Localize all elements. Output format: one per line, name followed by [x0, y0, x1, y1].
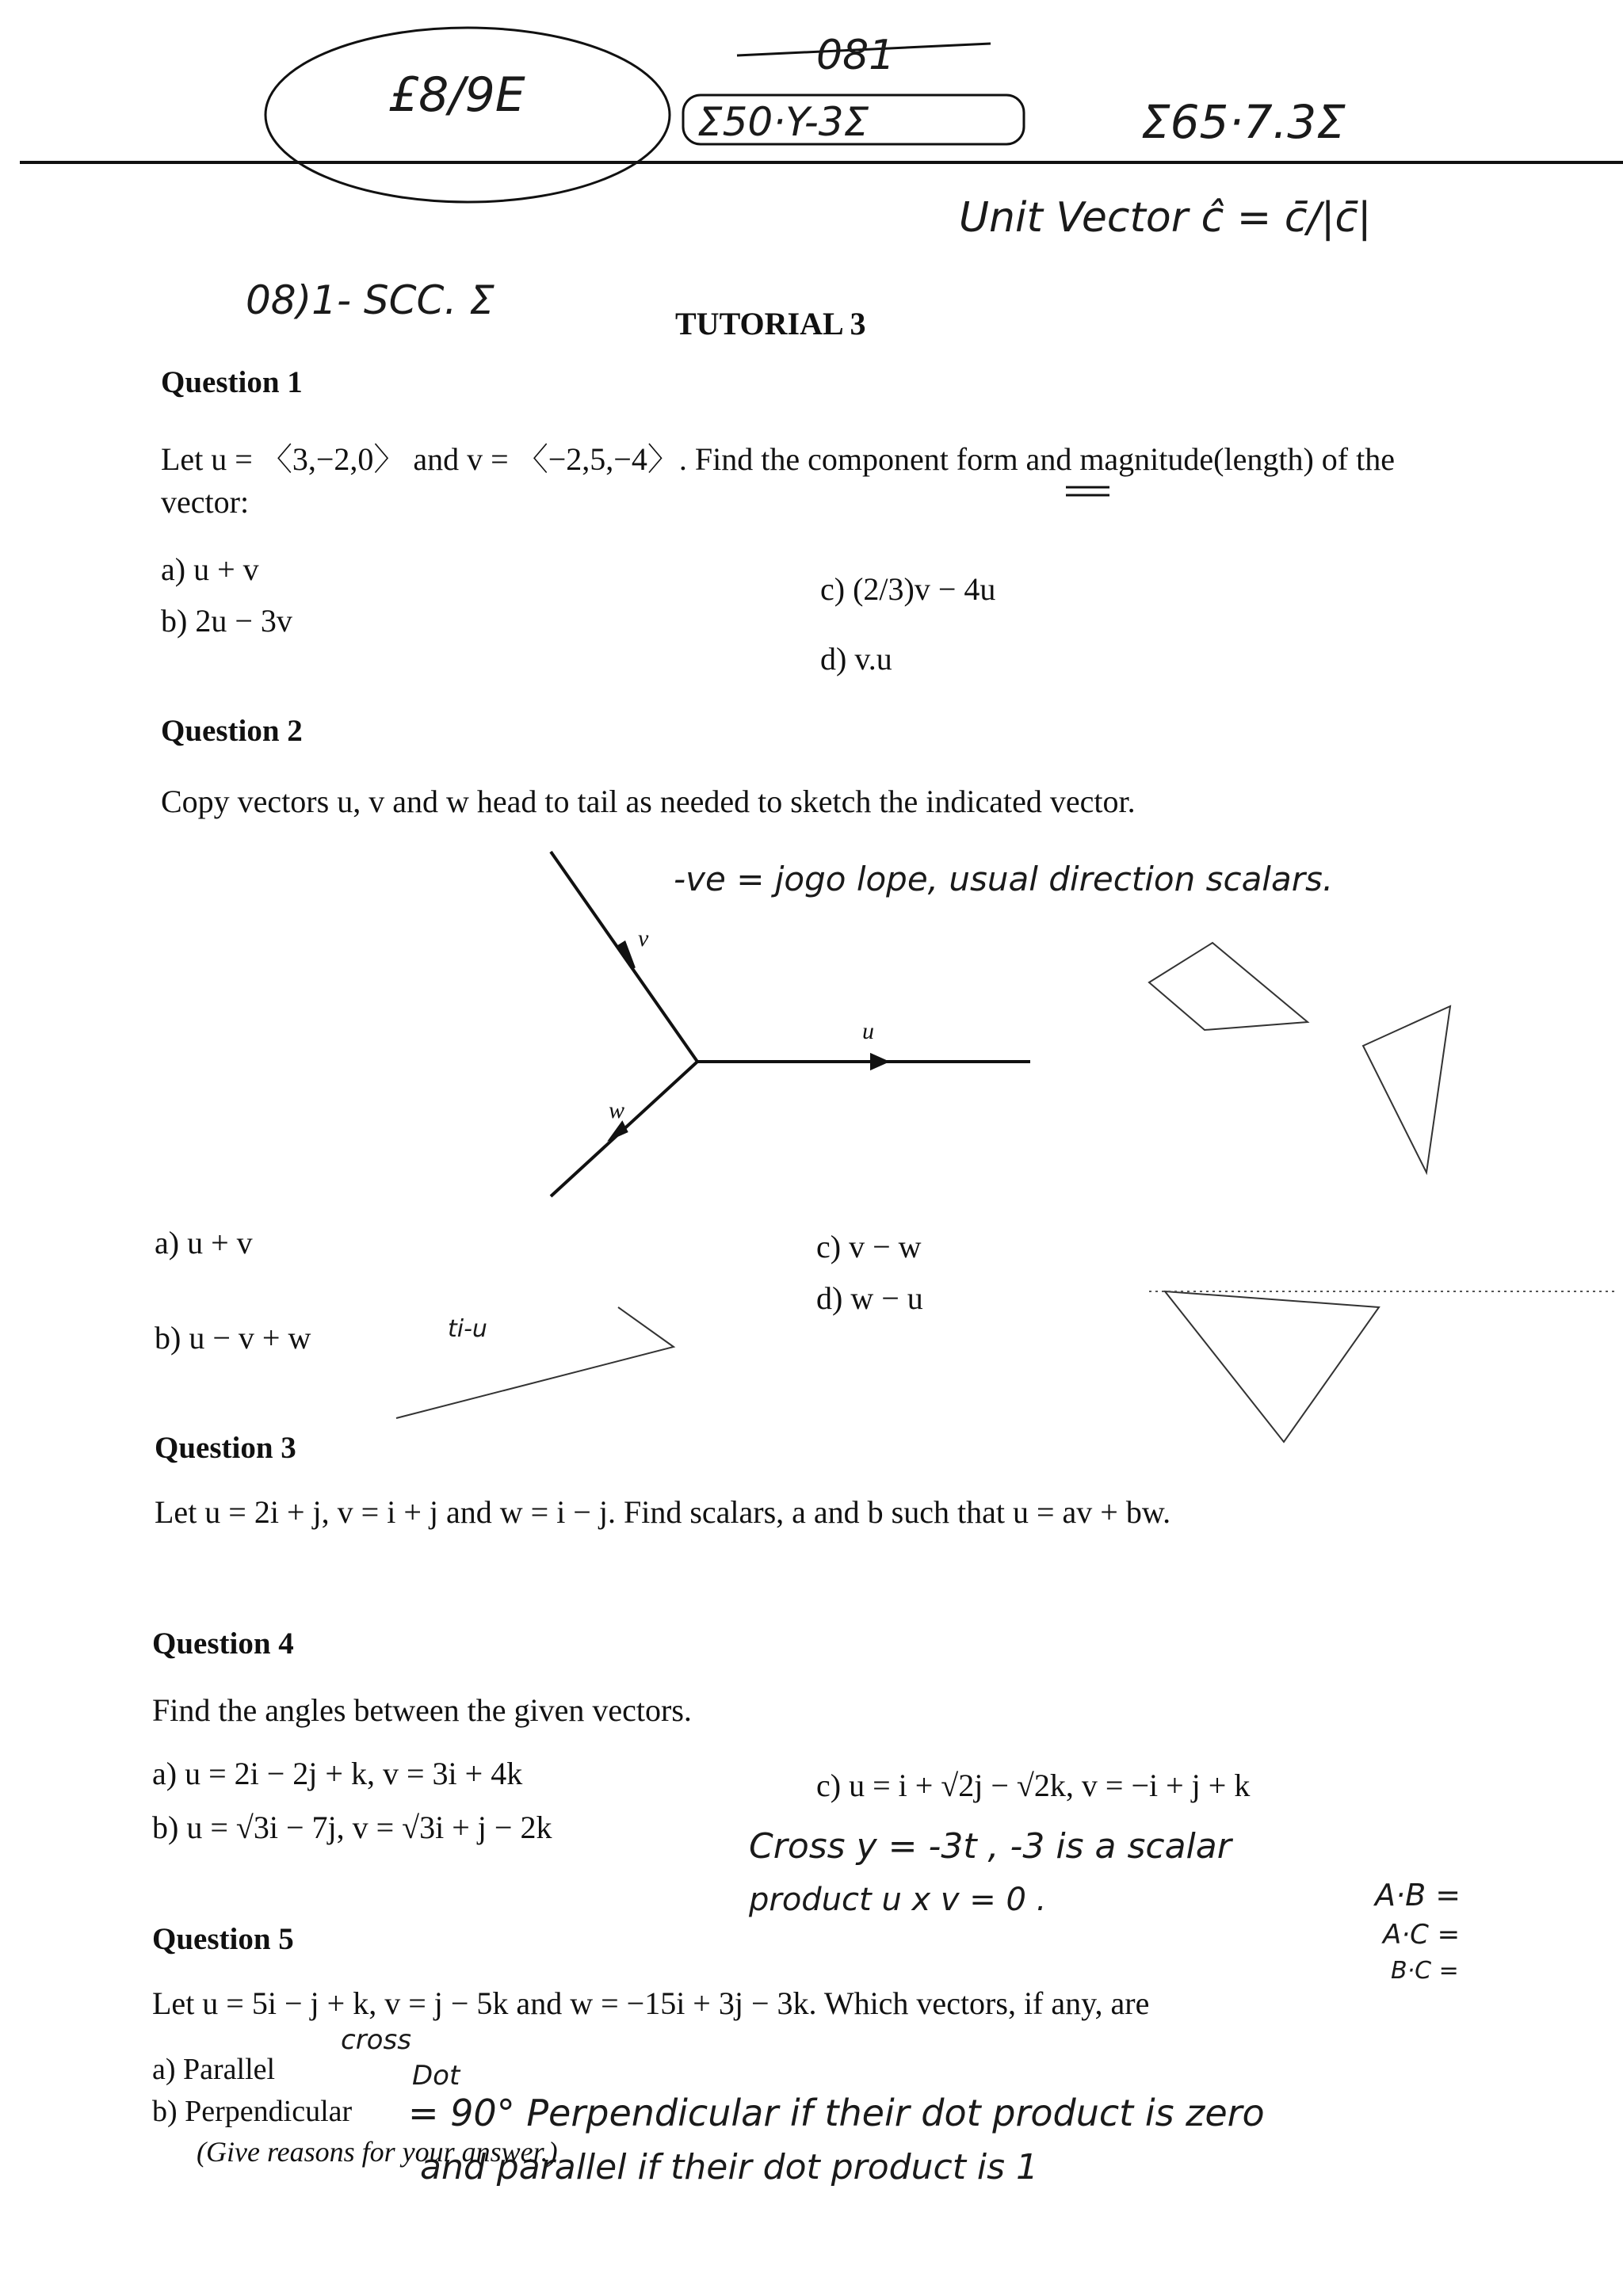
note-top-right: Σ65·7.3Σ [1141, 95, 1346, 149]
label-v: v [638, 925, 649, 952]
note-ac: A·C = [1383, 1919, 1461, 1951]
vector-v-arrowhead [618, 943, 634, 968]
vector-u-arrowhead [872, 1055, 886, 1068]
note-dot: Dot [412, 2060, 460, 2092]
q4-a: a) u = 2i − 2j + k, v = 3i + 4k [152, 1756, 523, 1791]
note-top-mid-b: Σ50·Y-3Σ [697, 99, 869, 145]
q3-heading: Question 3 [155, 1431, 296, 1465]
q4-heading: Question 4 [152, 1627, 294, 1661]
note-ab: A·B = [1375, 1878, 1461, 1913]
note-top-left: £8/9E [388, 67, 525, 123]
q5-note: (Give reasons for your answer.) [197, 2136, 558, 2168]
vector-w-arrowhead [612, 1123, 626, 1138]
q1-intro-a: Let u = 〈3,−2,0〉 and v = 〈−2,5,−4〉. Find the component form and magnitude(length) of the [161, 441, 1395, 477]
note-q2b: ti-u [448, 1315, 487, 1343]
vector-diagram [551, 852, 1030, 1196]
note-left-title: 08)1- SCC. Σ [246, 277, 495, 323]
q4-intro: Find the angles between the given vectors. [152, 1692, 692, 1728]
label-u: u [862, 1018, 874, 1044]
q2-intro: Copy vectors u, v and w head to tail as needed to sketch the indicated vector. [161, 784, 1136, 819]
note-cross2: product u x v = 0 . [749, 1882, 1047, 1918]
q4-c: c) u = i + √2j − √2k, v = −i + j + k [816, 1768, 1251, 1803]
q3-text: Let u = 2i + j, v = i + j and w = i − j. Find scalars, a and b such that u = av + bw. [155, 1494, 1171, 1530]
sketch-triangle-1 [1149, 943, 1308, 1030]
note-parallel: cross [341, 2024, 411, 2056]
q2-c: c) v − w [816, 1229, 922, 1264]
sketch-triangle-2 [1363, 1006, 1450, 1173]
sketch-triangle-4 [1165, 1291, 1379, 1442]
q5-heading: Question 5 [152, 1922, 294, 1956]
q1-b: b) 2u − 3v [161, 603, 292, 639]
q1-d: d) v.u [820, 641, 892, 677]
q1-heading: Question 1 [161, 365, 303, 399]
q5-b: b) Perpendicular [152, 2095, 353, 2128]
sketch-triangle-3 [396, 1307, 674, 1418]
q5-intro: Let u = 5i − j + k, v = j − 5k and w = −15i + 3j − 3k. Which vectors, if any, are [152, 1985, 1150, 2021]
q5-a: a) Parallel [152, 2053, 276, 2086]
q2-b: b) u − v + w [155, 1320, 311, 1356]
q4-b: b) u = √3i − 7j, v = √3i + j − 2k [152, 1810, 552, 1845]
note-bc: B·C = [1391, 1957, 1459, 1985]
note-unit-vector: Unit Vector ĉ = c̄/|c̄| [959, 194, 1372, 242]
page-title: TUTORIAL 3 [675, 306, 866, 341]
q1-c: c) (2/3)v − 4u [820, 571, 996, 607]
note-top-mid-a: 081 [816, 32, 896, 79]
label-w: w [609, 1097, 625, 1123]
q1-a: a) u + v [161, 551, 259, 587]
note-perp: = 90° Perpendicular if their dot product is zero [408, 2092, 1265, 2134]
note-q2: -ve = jogo lope, usual direction scalars. [674, 860, 1334, 898]
q1-intro-b: vector: [161, 484, 250, 520]
q2-d: d) w − u [816, 1280, 923, 1316]
q2-heading: Question 2 [161, 714, 303, 748]
note-cross: Cross y = -3t , -3 is a scalar [749, 1826, 1232, 1867]
q2-a: a) u + v [155, 1225, 253, 1261]
note-par2: and parallel if their dot product is 1 [420, 2147, 1039, 2187]
